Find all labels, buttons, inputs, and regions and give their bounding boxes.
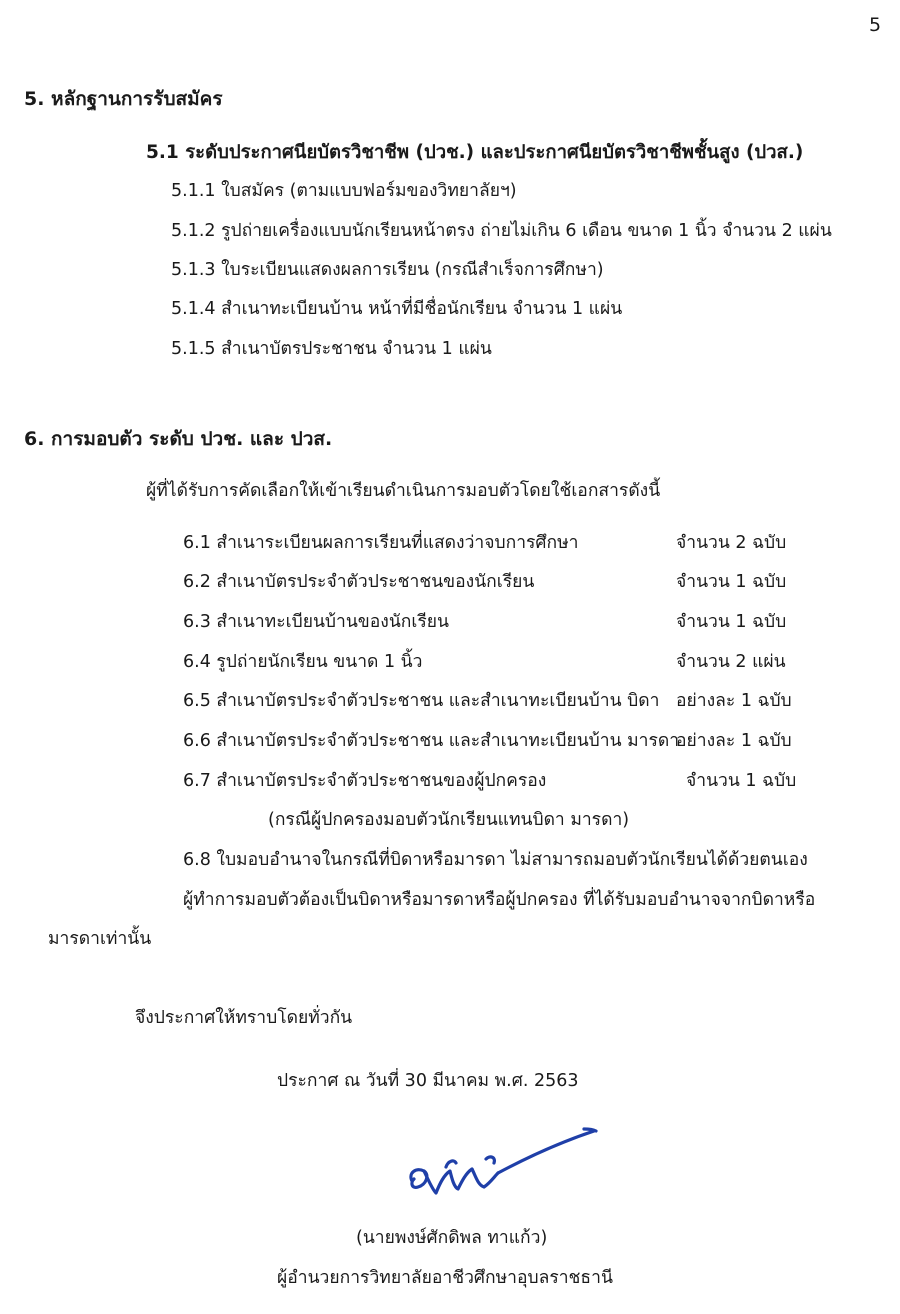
attorney-paragraph-continuation: มารดาเท่านั้น <box>48 929 152 949</box>
document-item-quantity: จำนวน 2 แผ่น <box>676 652 786 672</box>
section-5-item: 5.1.5 สำเนาบัตรประชาชน จำนวน 1 แผ่น <box>171 339 492 359</box>
closing-statement: จึงประกาศให้ทราบโดยทั่วกัน <box>135 1008 353 1028</box>
signature-image <box>398 1123 608 1213</box>
document-item-text: 6.6 สำเนาบัตรประจำตัวประชาชน และสำเนาทะเบียนบ้าน มารดา <box>183 731 680 751</box>
signer-name: (นายพงษ์ศักดิพล ทาแก้ว) <box>356 1228 548 1248</box>
section-5-heading: 5. หลักฐานการรับสมัคร <box>24 88 223 110</box>
document-item-text: 6.1 สำเนาระเบียนผลการเรียนที่แสดงว่าจบการศึกษา <box>183 533 579 553</box>
section-5-1-subheading: 5.1 ระดับประกาศนียบัตรวิชาชีพ (ปวช.) และประกาศนียบัตรวิชาชีพชั้นสูง (ปวส.) <box>146 142 804 163</box>
document-item-quantity: อย่างละ 1 ฉบับ <box>676 731 792 751</box>
power-of-attorney-item: 6.8 ใบมอบอำนาจในกรณีที่บิดาหรือมารดา ไม่สามารถมอบตัวนักเรียนได้ด้วยตนเอง <box>183 850 808 870</box>
attorney-paragraph: ผู้ทำการมอบตัวต้องเป็นบิดาหรือมารดาหรือผู้ปกครอง ที่ได้รับมอบอำนาจจากบิดาหรือ <box>183 890 816 910</box>
page-number: 5 <box>869 14 882 36</box>
document-item-text: 6.4 รูปถ่ายนักเรียน ขนาด 1 นิ้ว <box>183 652 423 672</box>
section-6-heading: 6. การมอบตัว ระดับ ปวช. และ ปวส. <box>24 428 333 450</box>
section-5-item: 5.1.2 รูปถ่ายเครื่องแบบนักเรียนหน้าตรง ถ่ายไม่เกิน 6 เดือน ขนาด 1 นิ้ว จำนวน 2 แผ่น <box>171 221 832 241</box>
section-5-item: 5.1.1 ใบสมัคร (ตามแบบฟอร์มของวิทยาลัยฯ) <box>171 181 517 201</box>
signer-title: ผู้อำนวยการวิทยาลัยอาชีวศึกษาอุบลราชธานี <box>277 1268 613 1288</box>
document-item-text: 6.5 สำเนาบัตรประจำตัวประชาชน และสำเนาทะเบียนบ้าน บิดา <box>183 691 660 711</box>
document-item-quantity: จำนวน 1 ฉบับ <box>676 612 787 632</box>
section-5-item: 5.1.3 ใบระเบียนแสดงผลการเรียน (กรณีสำเร็จการศึกษา) <box>171 260 604 280</box>
document-item-quantity: จำนวน 2 ฉบับ <box>676 533 787 553</box>
document-item-text: 6.7 สำเนาบัตรประจำตัวประชาชนของผู้ปกครอง <box>183 771 547 791</box>
announcement-date: ประกาศ ณ วันที่ 30 มีนาคม พ.ศ. 2563 <box>277 1071 579 1091</box>
document-item-quantity: จำนวน 1 ฉบับ <box>676 572 787 592</box>
section-5-item: 5.1.4 สำเนาทะเบียนบ้าน หน้าที่มีชื่อนักเรียน จำนวน 1 แผ่น <box>171 299 623 319</box>
document-item-text: 6.3 สำเนาทะเบียนบ้านของนักเรียน <box>183 612 449 632</box>
document-item-quantity: อย่างละ 1 ฉบับ <box>676 691 792 711</box>
guardian-note: (กรณีผู้ปกครองมอบตัวนักเรียนแทนบิดา มารดา) <box>268 810 630 830</box>
document-item-text: 6.2 สำเนาบัตรประจำตัวประชาชนของนักเรียน <box>183 572 535 592</box>
section-6-intro: ผู้ที่ได้รับการคัดเลือกให้เข้าเรียนดำเนินการมอบตัวโดยใช้เอกสารดังนี้ <box>146 481 661 501</box>
document-item-quantity: จำนวน 1 ฉบับ <box>686 771 797 791</box>
